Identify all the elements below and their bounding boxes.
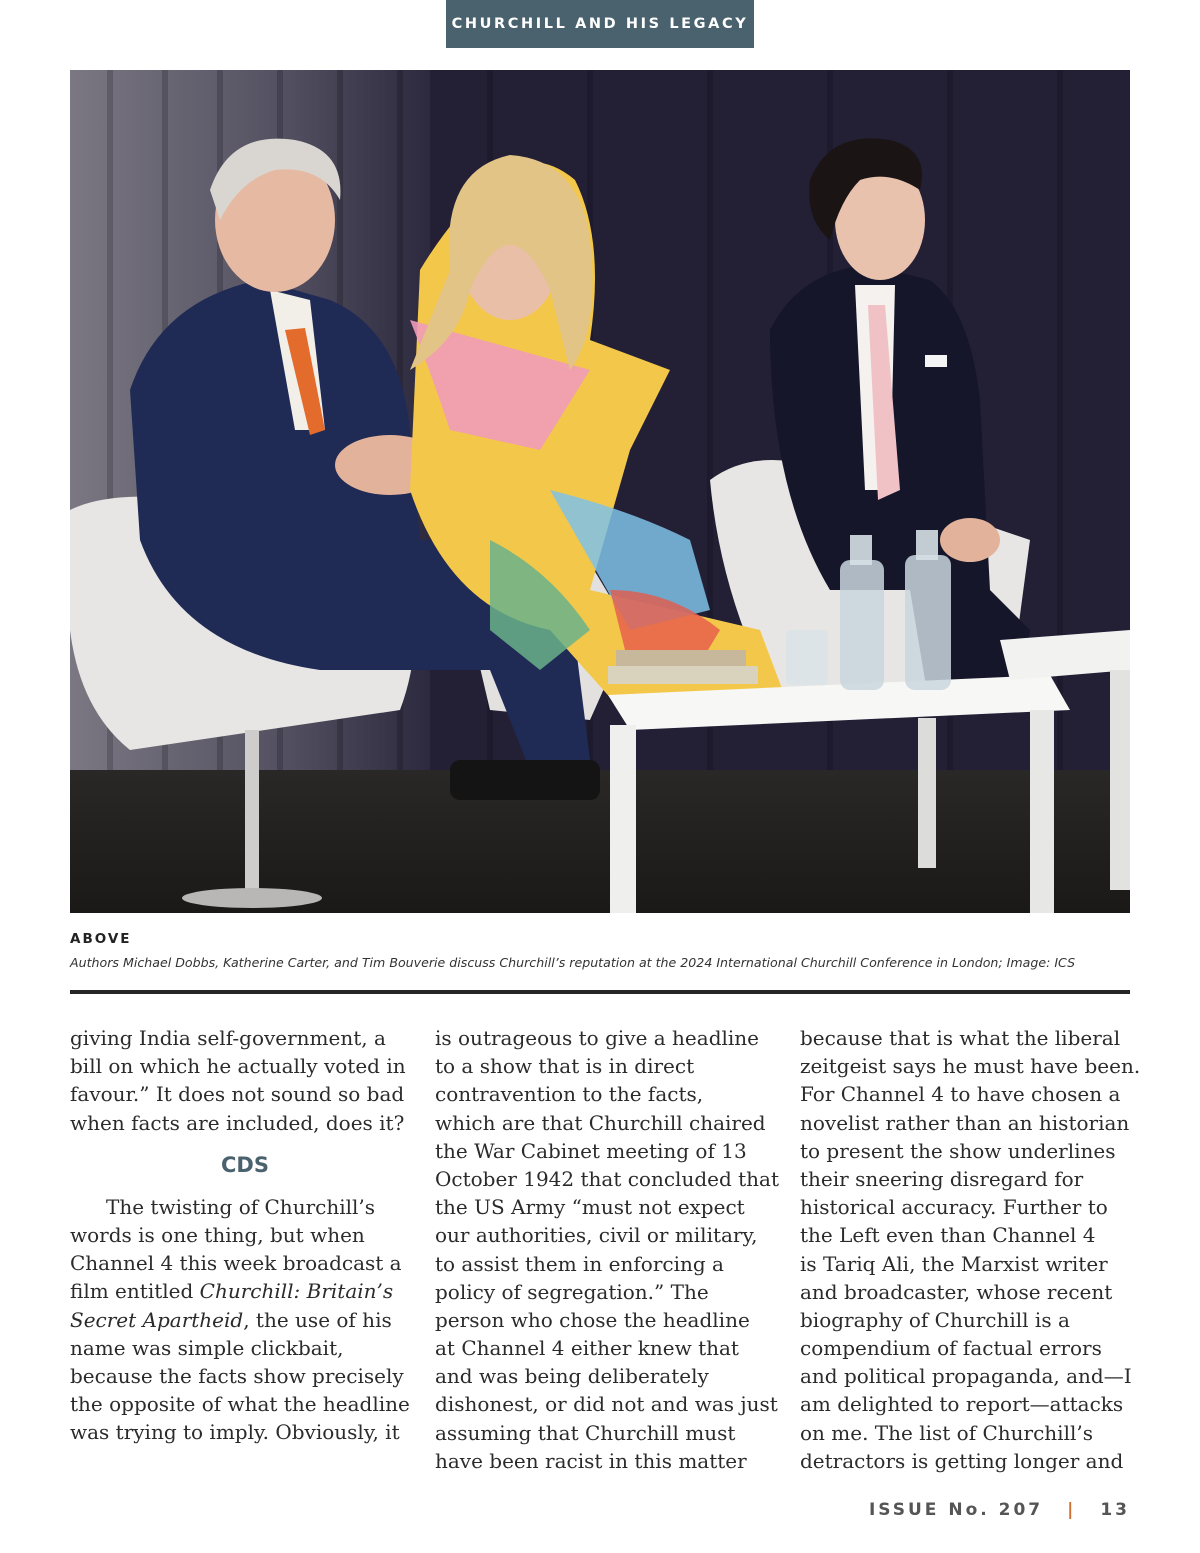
section-tab: CHURCHILL AND HIS LEGACY (446, 0, 754, 48)
text-line: For Channel 4 to have chosen a (800, 1082, 1121, 1107)
text-line: have been racist in this matter (435, 1448, 747, 1473)
text-line: when facts are included, does it? (70, 1110, 405, 1135)
text-line: the War Cabinet meeting of 13 (435, 1138, 747, 1163)
footer-separator: | (1067, 1500, 1077, 1520)
text-line: name was simple clickbait, (70, 1335, 344, 1360)
text-line: is outrageous to give a headline (435, 1026, 760, 1050)
text-line: biography of Churchill is a (800, 1307, 1070, 1332)
text-line: the Left even than Channel 4 (800, 1223, 1096, 1248)
text-line: person who chose the headline (435, 1307, 750, 1332)
text-line: giving India self-government, a (70, 1026, 386, 1050)
caption-text: Authors Michael Dobbs, Katherine Carter, and Tim Bouverie discuss Churchill’s reputation at the 2024 International Churchill Conference in London; Image: ICS (70, 955, 1076, 970)
issue-number: ISSUE No. 207 (868, 1500, 1044, 1520)
text-line: is Tariq Ali, the Marxist writer (800, 1251, 1108, 1276)
text-line: Channel 4 this week broadcast a (70, 1251, 402, 1276)
text-line: because the facts show precisely (70, 1363, 404, 1388)
text-line: because that is what the liberal (800, 1026, 1121, 1050)
text-run: film entitled (70, 1279, 200, 1304)
text-line: to assist them in enforcing a (435, 1251, 724, 1276)
text-line: and was being deliberately (435, 1364, 709, 1389)
text-line: historical accuracy. Further to (800, 1195, 1108, 1220)
text-line: to present the show underlines (800, 1138, 1116, 1163)
text-line: at Channel 4 either knew that (435, 1336, 739, 1361)
text-line: dishonest, or did not and was just (435, 1392, 778, 1417)
text-line: am delighted to report—attacks (800, 1392, 1124, 1417)
page-footer (869, 1500, 1130, 1520)
article-column-3 (800, 1024, 1150, 1475)
text-line (70, 1277, 420, 1305)
page-number: 13 (1100, 1500, 1130, 1520)
text-line: zeitgeist says he must have been. (800, 1054, 1141, 1079)
section-subheading: CDS (221, 1152, 269, 1177)
text-line: our authorities, civil or military, (435, 1223, 758, 1248)
text-line: October 1942 that concluded that (435, 1166, 780, 1191)
conference-photo (70, 70, 1130, 913)
text-line (70, 1306, 420, 1334)
film-title-italic: Secret Apartheid (70, 1307, 244, 1332)
text-line: The twisting of Churchill’s (106, 1194, 376, 1219)
article-column-2 (435, 1024, 785, 1475)
text-line: compendium of factual errors (800, 1336, 1102, 1361)
text-line: which are that Churchill chaired (435, 1110, 766, 1135)
text-line: policy of segregation.” The (435, 1279, 709, 1304)
text-line: favour.” It does not sound so bad (70, 1082, 405, 1107)
text-line: the US Army “must not expect (435, 1195, 745, 1220)
panel-discussion-illustration (70, 70, 1130, 913)
text-line: and broadcaster, whose recent (800, 1279, 1113, 1304)
text-line: detractors is getting longer and (800, 1448, 1124, 1473)
film-title-italic: Churchill: Britain’s (199, 1279, 394, 1304)
text-line: on me. The list of Churchill’s (800, 1420, 1093, 1445)
text-line: the opposite of what the headline (70, 1392, 410, 1417)
text-line: words is one thing, but when (70, 1222, 365, 1247)
text-line: their sneering disregard for (800, 1166, 1084, 1191)
text-line: to a show that is in direct (435, 1054, 695, 1079)
text-line: and political propaganda, and—I (800, 1364, 1132, 1389)
article-column-1 (70, 1024, 420, 1446)
caption-divider (70, 990, 1130, 994)
text-line: novelist rather than an historian (800, 1110, 1130, 1135)
text-line: bill on which he actually voted in (70, 1054, 406, 1079)
text-line: contravention to the facts, (435, 1082, 704, 1107)
text-line: assuming that Churchill must (435, 1420, 736, 1445)
text-run: , the use of his (243, 1307, 392, 1332)
text-line: was trying to imply. Obviously, it (70, 1420, 400, 1445)
caption-label: ABOVE (70, 931, 132, 947)
